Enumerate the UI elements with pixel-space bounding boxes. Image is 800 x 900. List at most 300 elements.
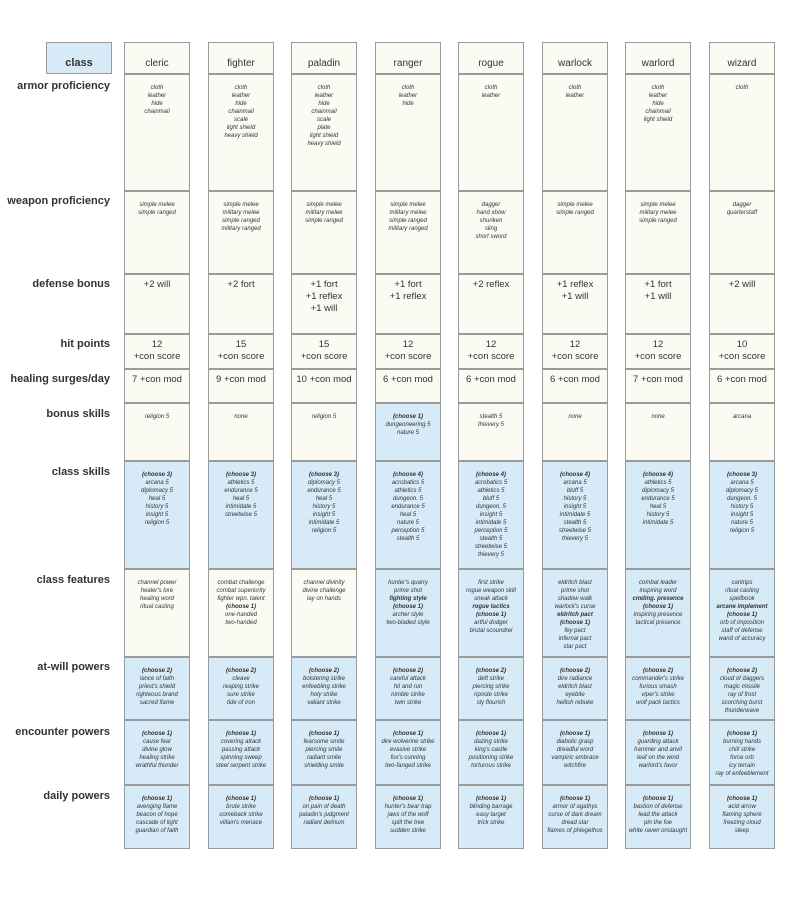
- cell-defense-fighter: [208, 274, 274, 334]
- cell-line: hunter's quarry: [388, 580, 428, 586]
- row-label-hp: hit points: [60, 338, 110, 350]
- cell-line: heal 5: [148, 496, 166, 502]
- cell-line: military melee: [305, 210, 343, 216]
- cell-daily-fighter: [208, 785, 274, 849]
- cell-line: (choose 1): [308, 731, 339, 737]
- cell-line: sling: [484, 226, 498, 232]
- cell-line: thievery 5: [477, 422, 504, 428]
- cell-line: fighter wpn. talent: [217, 596, 265, 602]
- cell-line: (choose 1): [225, 796, 256, 802]
- cell-line: (choose 1): [308, 796, 339, 802]
- cell-line: healer's lore: [140, 588, 174, 594]
- cell-line: heavy shield: [307, 141, 341, 147]
- cell-line: cloth: [401, 85, 415, 91]
- cell-line: shuriken: [479, 218, 503, 224]
- cell-line: (choose 1): [392, 731, 423, 737]
- cell-line: burning hands: [722, 739, 762, 745]
- cell-line: flaming sphere: [722, 812, 762, 818]
- cell-line: spinning sweep: [220, 755, 262, 761]
- cell-line: arcana: [732, 414, 752, 420]
- cell-features-fighter: [208, 569, 274, 657]
- cell-line: (choose 1): [225, 731, 256, 737]
- cell-defense-ranger: [375, 274, 441, 334]
- cell-line: intimidate 5: [475, 520, 507, 526]
- cell-line: military melee: [389, 210, 427, 216]
- cell-line: simple melee: [557, 202, 593, 208]
- cell-line: 15: [235, 339, 247, 350]
- cell-class_skills-warlock: [542, 461, 608, 569]
- cell-atwill-warlock: [542, 657, 608, 720]
- cell-line: insight 5: [145, 512, 169, 518]
- cell-line: light shield: [226, 125, 256, 131]
- cell-line: nimble strike: [391, 692, 425, 698]
- cell-line: acrobatics 5: [474, 480, 508, 486]
- cell-line: icy terrain: [728, 763, 755, 769]
- cell-daily-rogue: [458, 785, 524, 849]
- cell-line: (choose 3): [308, 472, 339, 478]
- header-cleric: cleric: [124, 42, 190, 74]
- cell-line: diplomacy 5: [725, 488, 758, 494]
- cell-surges-cleric: [124, 369, 190, 403]
- cell-line: artful dodger: [474, 620, 508, 626]
- cell-weapon-rogue: [458, 191, 524, 274]
- cell-line: eldritch blast: [558, 580, 592, 586]
- cell-armor-wizard: [709, 74, 775, 191]
- cell-line: dire wolverine strike: [381, 739, 435, 745]
- cell-line: torturous strike: [471, 763, 511, 769]
- cell-line: +2 reflex: [472, 279, 510, 290]
- cell-line: sly flourish: [476, 700, 506, 706]
- cell-line: cloth: [234, 85, 248, 91]
- cell-line: +con score: [133, 351, 181, 362]
- cell-line: ray of enfeeblement: [715, 771, 769, 777]
- row-label-class_skills: class skills: [51, 466, 110, 478]
- cell-line: bastion of defense: [633, 804, 683, 810]
- cell-class_skills-cleric: [124, 461, 190, 569]
- cell-encounter-wizard: [709, 720, 775, 785]
- cell-line: (choose 1): [726, 612, 757, 618]
- cell-line: two-handed: [225, 620, 257, 626]
- cell-line: heal 5: [315, 496, 333, 502]
- cell-line: leather: [147, 93, 167, 99]
- cell-defense-paladin: [291, 274, 357, 334]
- cell-weapon-ranger: [375, 191, 441, 274]
- cell-line: hand xbow: [476, 210, 506, 216]
- cell-line: arcana 5: [563, 480, 587, 486]
- cell-line: chainmail: [311, 109, 337, 115]
- cell-features-wizard: [709, 569, 775, 657]
- cell-line: nature 5: [730, 520, 754, 526]
- cell-line: leather: [231, 93, 251, 99]
- cell-class_skills-paladin: [291, 461, 357, 569]
- cell-line: light shield: [643, 117, 673, 123]
- cell-line: trick strike: [477, 820, 505, 826]
- cell-line: cleave: [232, 676, 250, 682]
- cell-line: 12: [151, 339, 163, 350]
- cell-line: heavy shield: [224, 133, 258, 139]
- cell-line: pin the foe: [643, 820, 673, 826]
- row-label-armor: armor proficiency: [17, 80, 110, 92]
- cell-line: thunderwave: [724, 708, 760, 714]
- cell-line: +1 will: [644, 291, 672, 302]
- cell-armor-rogue: [458, 74, 524, 191]
- cell-line: +con score: [718, 351, 766, 362]
- cell-line: hammer and anvil: [634, 747, 682, 753]
- cell-atwill-fighter: [208, 657, 274, 720]
- cell-line: vampiric embrace: [551, 755, 599, 761]
- cell-line: divine glow: [142, 747, 172, 753]
- cell-atwill-wizard: [709, 657, 775, 720]
- row-label-weapon: weapon proficiency: [7, 195, 110, 207]
- cell-line: wrathful thunder: [135, 763, 179, 769]
- cell-line: leather: [481, 93, 501, 99]
- cell-line: eldritch blast: [558, 684, 592, 690]
- cell-line: athletics 5: [477, 488, 505, 494]
- cell-line: nature 5: [396, 520, 420, 526]
- cell-line: (choose 1): [642, 604, 673, 610]
- cell-line: plate: [317, 125, 331, 131]
- cell-line: military ranged: [388, 226, 428, 232]
- header-wizard: wizard: [709, 42, 775, 74]
- cell-line: +1 will: [561, 291, 589, 302]
- cell-line: prime shot: [560, 588, 589, 594]
- cell-line: scale: [233, 117, 248, 123]
- cell-line: fey pact: [564, 628, 586, 634]
- cell-line: insight 5: [479, 512, 503, 518]
- cell-line: magic missile: [723, 684, 760, 690]
- cell-hp-paladin: [291, 334, 357, 369]
- cell-line: simple melee: [139, 202, 175, 208]
- cell-line: force orb: [730, 755, 754, 761]
- cell-line: blinding barrage: [469, 804, 513, 810]
- cell-armor-ranger: [375, 74, 441, 191]
- row-label-features: class features: [36, 574, 110, 586]
- cell-armor-cleric: [124, 74, 190, 191]
- cell-line: 9 +con mod: [216, 374, 266, 385]
- cell-class_skills-ranger: [375, 461, 441, 569]
- cell-atwill-warlord: [625, 657, 691, 720]
- row-label-bonus_skills: bonus skills: [46, 408, 110, 420]
- cell-line: intimidate 5: [642, 520, 674, 526]
- cell-line: fox's cunning: [390, 755, 426, 761]
- cell-line: quarterstaff: [726, 210, 758, 216]
- cell-line: thievery 5: [561, 536, 588, 542]
- cell-line: heal 5: [399, 512, 417, 518]
- cell-bonus_skills-paladin: [291, 403, 357, 461]
- cell-line: acrobatics 5: [391, 480, 425, 486]
- cell-features-cleric: [124, 569, 190, 657]
- cell-line: sudden strike: [390, 828, 426, 834]
- cell-line: deft strike: [477, 676, 504, 682]
- cell-line: one-handed: [224, 612, 258, 618]
- cell-surges-fighter: [208, 369, 274, 403]
- cell-line: streetwise 5: [558, 528, 591, 534]
- cell-line: bluff 5: [566, 488, 584, 494]
- cell-line: dire radiance: [557, 676, 593, 682]
- cell-line: leather: [398, 93, 418, 99]
- cell-line: witchfire: [563, 763, 586, 769]
- row-label-surges: healing surges/day: [10, 373, 110, 385]
- cell-hp-rogue: [458, 334, 524, 369]
- cell-line: none: [568, 414, 582, 420]
- header-fighter: fighter: [208, 42, 274, 74]
- cell-line: +2 will: [143, 279, 171, 290]
- cell-line: tide of iron: [226, 700, 256, 706]
- cell-line: (choose 1): [475, 796, 506, 802]
- cell-line: (choose 2): [225, 668, 256, 674]
- cell-line: shielding smite: [304, 763, 344, 769]
- cell-line: (choose 1): [475, 612, 506, 618]
- cell-daily-paladin: [291, 785, 357, 849]
- cell-line: simple ranged: [222, 218, 260, 224]
- cell-line: insight 5: [563, 504, 587, 510]
- cell-line: hunter's bear trap: [384, 804, 432, 810]
- cell-line: prime shot: [393, 588, 422, 594]
- cell-line: (choose 1): [392, 796, 423, 802]
- cell-defense-cleric: [124, 274, 190, 334]
- cell-line: (choose 4): [642, 472, 673, 478]
- cell-line: dungeon. 5: [726, 496, 758, 502]
- cell-line: light shield: [309, 133, 339, 139]
- cell-surges-ranger: [375, 369, 441, 403]
- cell-line: athletics 5: [394, 488, 422, 494]
- cell-line: piercing strike: [472, 684, 510, 690]
- header-rogue: rogue: [458, 42, 524, 74]
- cell-line: chill strike: [728, 747, 756, 753]
- cell-daily-warlord: [625, 785, 691, 849]
- cell-weapon-fighter: [208, 191, 274, 274]
- cell-line: twin strike: [394, 700, 422, 706]
- cell-line: hide: [151, 101, 163, 107]
- cell-line: (choose 2): [308, 668, 339, 674]
- cell-line: (choose 2): [392, 668, 423, 674]
- cell-line: simple melee: [390, 202, 426, 208]
- cell-line: arcane implement: [716, 604, 768, 610]
- cell-line: endurance 5: [391, 504, 425, 510]
- cell-line: (choose 1): [642, 796, 673, 802]
- cell-line: spellbook: [729, 596, 755, 602]
- cell-line: athletics 5: [644, 480, 672, 486]
- cell-line: heal 5: [649, 504, 667, 510]
- cell-line: none: [651, 414, 665, 420]
- cell-line: sleep: [734, 828, 750, 834]
- cell-line: orb of imposition: [719, 620, 765, 626]
- cell-line: dungeon. 5: [392, 496, 424, 502]
- cell-line: riposte strike: [473, 692, 508, 698]
- cell-line: thievery 5: [477, 552, 504, 558]
- cell-line: history 5: [730, 504, 754, 510]
- cell-line: (choose 1): [559, 731, 590, 737]
- cell-bonus_skills-ranger: [375, 403, 441, 461]
- cell-line: valiant strike: [307, 700, 341, 706]
- cell-line: +1 fort: [310, 279, 338, 290]
- cell-encounter-ranger: [375, 720, 441, 785]
- cell-line: (choose 1): [642, 731, 673, 737]
- cell-line: tactical presence: [635, 620, 681, 626]
- cell-line: warlord's favor: [638, 763, 678, 769]
- cell-line: (choose 1): [726, 796, 757, 802]
- cell-line: +con score: [384, 351, 432, 362]
- cell-class_skills-wizard: [709, 461, 775, 569]
- cell-line: combat challenge: [217, 580, 265, 586]
- cell-line: piercing smite: [305, 747, 343, 753]
- cell-line: reaping strike: [222, 684, 260, 690]
- cell-line: intimidate 5: [225, 504, 257, 510]
- cell-encounter-fighter: [208, 720, 274, 785]
- cell-line: diplomacy 5: [307, 480, 340, 486]
- cell-line: (choose 1): [225, 604, 256, 610]
- cell-line: cloud of daggers: [719, 676, 765, 682]
- cell-line: (choose 4): [392, 472, 423, 478]
- cell-line: hide: [402, 101, 414, 107]
- cell-line: white raven onslaught: [628, 828, 688, 834]
- cell-line: nature 5: [396, 430, 420, 436]
- cell-line: jaws of the wolf: [387, 812, 429, 818]
- cell-line: cloth: [568, 85, 582, 91]
- cell-line: simple ranged: [138, 210, 176, 216]
- cell-line: perception 5: [391, 528, 425, 534]
- cell-line: leather: [314, 93, 334, 99]
- cell-daily-wizard: [709, 785, 775, 849]
- cell-bonus_skills-warlock: [542, 403, 608, 461]
- cell-line: cloth: [484, 85, 498, 91]
- cell-defense-warlord: [625, 274, 691, 334]
- cell-encounter-warlord: [625, 720, 691, 785]
- cell-line: endurance 5: [307, 488, 341, 494]
- cell-line: rogue tactics: [472, 604, 510, 610]
- cell-armor-warlock: [542, 74, 608, 191]
- cell-line: +1 fort: [394, 279, 422, 290]
- header-warlock: warlock: [542, 42, 608, 74]
- cell-line: religion 5: [729, 528, 755, 534]
- cell-features-warlord: [625, 569, 691, 657]
- cell-line: dungeoneering 5: [385, 422, 431, 428]
- cell-line: arcana 5: [145, 480, 169, 486]
- cell-line: streetwise 5: [474, 544, 507, 550]
- cell-daily-cleric: [124, 785, 190, 849]
- cell-line: combat leader: [638, 580, 678, 586]
- cell-line: (choose 3): [726, 472, 757, 478]
- cell-line: short sword: [475, 234, 507, 240]
- cell-line: none: [234, 414, 248, 420]
- cell-surges-paladin: [291, 369, 357, 403]
- cell-line: military melee: [639, 210, 677, 216]
- cell-line: scale: [316, 117, 331, 123]
- cell-line: insight 5: [312, 512, 336, 518]
- cell-line: brute strike: [226, 804, 256, 810]
- cell-line: curse of dark dream: [548, 812, 602, 818]
- cell-line: eldritch pact: [557, 612, 593, 618]
- cell-line: 6 +con mod: [383, 374, 433, 385]
- cell-line: radiant delirium: [303, 820, 345, 826]
- cell-features-rogue: [458, 569, 524, 657]
- cell-line: +con score: [551, 351, 599, 362]
- cell-line: leather: [648, 93, 668, 99]
- cell-line: 12: [402, 339, 414, 350]
- cell-line: 10 +con mod: [296, 374, 352, 385]
- cell-line: (choose 1): [141, 731, 172, 737]
- cell-line: military ranged: [221, 226, 261, 232]
- cell-line: divine challenge: [302, 588, 346, 594]
- cell-line: religion 5: [144, 414, 170, 420]
- cell-line: 12: [652, 339, 664, 350]
- cell-line: two-fanged strike: [385, 763, 431, 769]
- cell-weapon-warlock: [542, 191, 608, 274]
- cell-line: two-bladed style: [386, 620, 430, 626]
- cell-hp-warlock: [542, 334, 608, 369]
- cell-line: bolstering strike: [302, 676, 346, 682]
- cell-line: history 5: [312, 504, 336, 510]
- cell-line: cmding. presence: [632, 596, 684, 602]
- cell-line: ray of frost: [727, 692, 757, 698]
- cell-line: armor of agathys: [552, 804, 598, 810]
- cell-line: 6 +con mod: [466, 374, 516, 385]
- cell-daily-ranger: [375, 785, 441, 849]
- cell-line: channel power: [137, 580, 177, 586]
- cell-line: 7 +con mod: [633, 374, 683, 385]
- cell-atwill-rogue: [458, 657, 524, 720]
- cell-line: religion 5: [144, 520, 170, 526]
- cell-line: split the tree: [391, 820, 425, 826]
- cell-class_skills-warlord: [625, 461, 691, 569]
- cell-line: (choose 1): [392, 604, 423, 610]
- cell-line: guarding attack: [637, 739, 679, 745]
- header-paladin: paladin: [291, 42, 357, 74]
- cell-line: chainmail: [645, 109, 671, 115]
- cell-line: combat superiority: [216, 588, 266, 594]
- cell-line: chainmail: [228, 109, 254, 115]
- cell-line: freezing cloud: [723, 820, 761, 826]
- cell-encounter-cleric: [124, 720, 190, 785]
- cell-line: sacred flame: [139, 700, 175, 706]
- cell-line: simple melee: [223, 202, 259, 208]
- cell-line: dagger: [732, 202, 752, 208]
- cell-encounter-rogue: [458, 720, 524, 785]
- cell-line: sure strike: [227, 692, 255, 698]
- cell-line: dungeon. 5: [475, 504, 507, 510]
- cell-line: first strike: [478, 580, 504, 586]
- cell-line: (choose 4): [559, 472, 590, 478]
- cell-line: comeback strike: [219, 812, 263, 818]
- cell-bonus_skills-fighter: [208, 403, 274, 461]
- cell-line: (choose 3): [225, 472, 256, 478]
- cell-line: cause fear: [142, 739, 172, 745]
- cell-line: lance of faith: [139, 676, 175, 682]
- cell-line: wolf pack tactics: [636, 700, 680, 706]
- cell-line: stealth 5: [479, 414, 503, 420]
- cell-line: holy strike: [310, 692, 338, 698]
- row-label-defense: defense bonus: [32, 278, 110, 290]
- cell-encounter-warlock: [542, 720, 608, 785]
- cell-line: covering attack: [220, 739, 262, 745]
- cell-line: heal 5: [232, 496, 250, 502]
- cell-line: inspiring presence: [633, 612, 683, 618]
- cell-line: 12: [569, 339, 581, 350]
- cell-line: (choose 1): [475, 731, 506, 737]
- cell-hp-fighter: [208, 334, 274, 369]
- cell-line: stealth 5: [563, 520, 587, 526]
- cell-line: diplomacy 5: [140, 488, 173, 494]
- cell-line: dagger: [481, 202, 501, 208]
- cell-hp-wizard: [709, 334, 775, 369]
- cell-line: archer style: [392, 612, 424, 618]
- cell-line: infernal pact: [558, 636, 592, 642]
- cell-line: dread star: [561, 820, 589, 826]
- cell-atwill-ranger: [375, 657, 441, 720]
- cell-line: brutal scoundrel: [469, 628, 513, 634]
- cell-line: viper's strike: [641, 692, 675, 698]
- cell-line: leather: [565, 93, 585, 99]
